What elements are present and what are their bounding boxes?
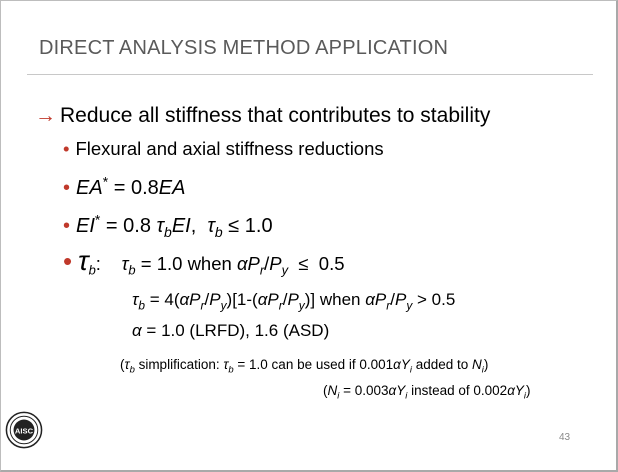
tau-line-2: $\tau_b = 4(\alpha P_r/P_y)[1-(\alpha P_r/P_y)]$ when $\alpha P_r/P_y > 0.5$ bbox=[132, 290, 456, 313]
slide-title: DIRECT ANALYSIS METHOD APPLICATION bbox=[39, 37, 449, 59]
bullet-stiffness-reductions bbox=[63, 138, 384, 160]
bullet-icon: • bbox=[63, 246, 73, 276]
title-divider bbox=[27, 74, 593, 75]
ei-equation: EI* = 0.8 $\tau_bEI$, $\tau_b \le 1.0$ bbox=[76, 211, 273, 240]
bullet-text: Flexural and axial stiffness reductions bbox=[75, 138, 384, 159]
bullet-icon: • bbox=[63, 176, 71, 199]
bullet-icon: • bbox=[63, 214, 71, 237]
right-arrow-icon: → bbox=[35, 104, 56, 127]
logo-text: AISC bbox=[14, 426, 34, 436]
main-point bbox=[35, 104, 490, 128]
bullet-tau bbox=[63, 245, 345, 278]
bullet-icon: • bbox=[63, 138, 70, 159]
note-line-1: ($\tau_b$ simplification: $\tau_b = 1.0$ can be used if $0.001\alpha Y_i$ added to $N_i$) bbox=[120, 357, 489, 376]
bullet-ei bbox=[63, 211, 273, 240]
tau-definition: $\tau_b$: $\tau_b = 1.0$ when $\alpha P_r/P_y \le 0.5$ bbox=[78, 245, 345, 278]
page-number: 43 bbox=[559, 432, 571, 443]
bullet-ea bbox=[63, 173, 185, 200]
tau-line-3: α = 1.0 (LRFD), 1.6 (ASD) bbox=[132, 321, 330, 340]
aisc-logo bbox=[5, 411, 43, 449]
ea-equation: EA* = 0.8EA bbox=[76, 173, 186, 199]
note-line-2: ($N_i = 0.003\alpha Y_i$ instead of $0.002\alpha Y_i$) bbox=[323, 383, 531, 402]
main-point-text: Reduce all stiffness that contributes to stability bbox=[60, 104, 491, 127]
